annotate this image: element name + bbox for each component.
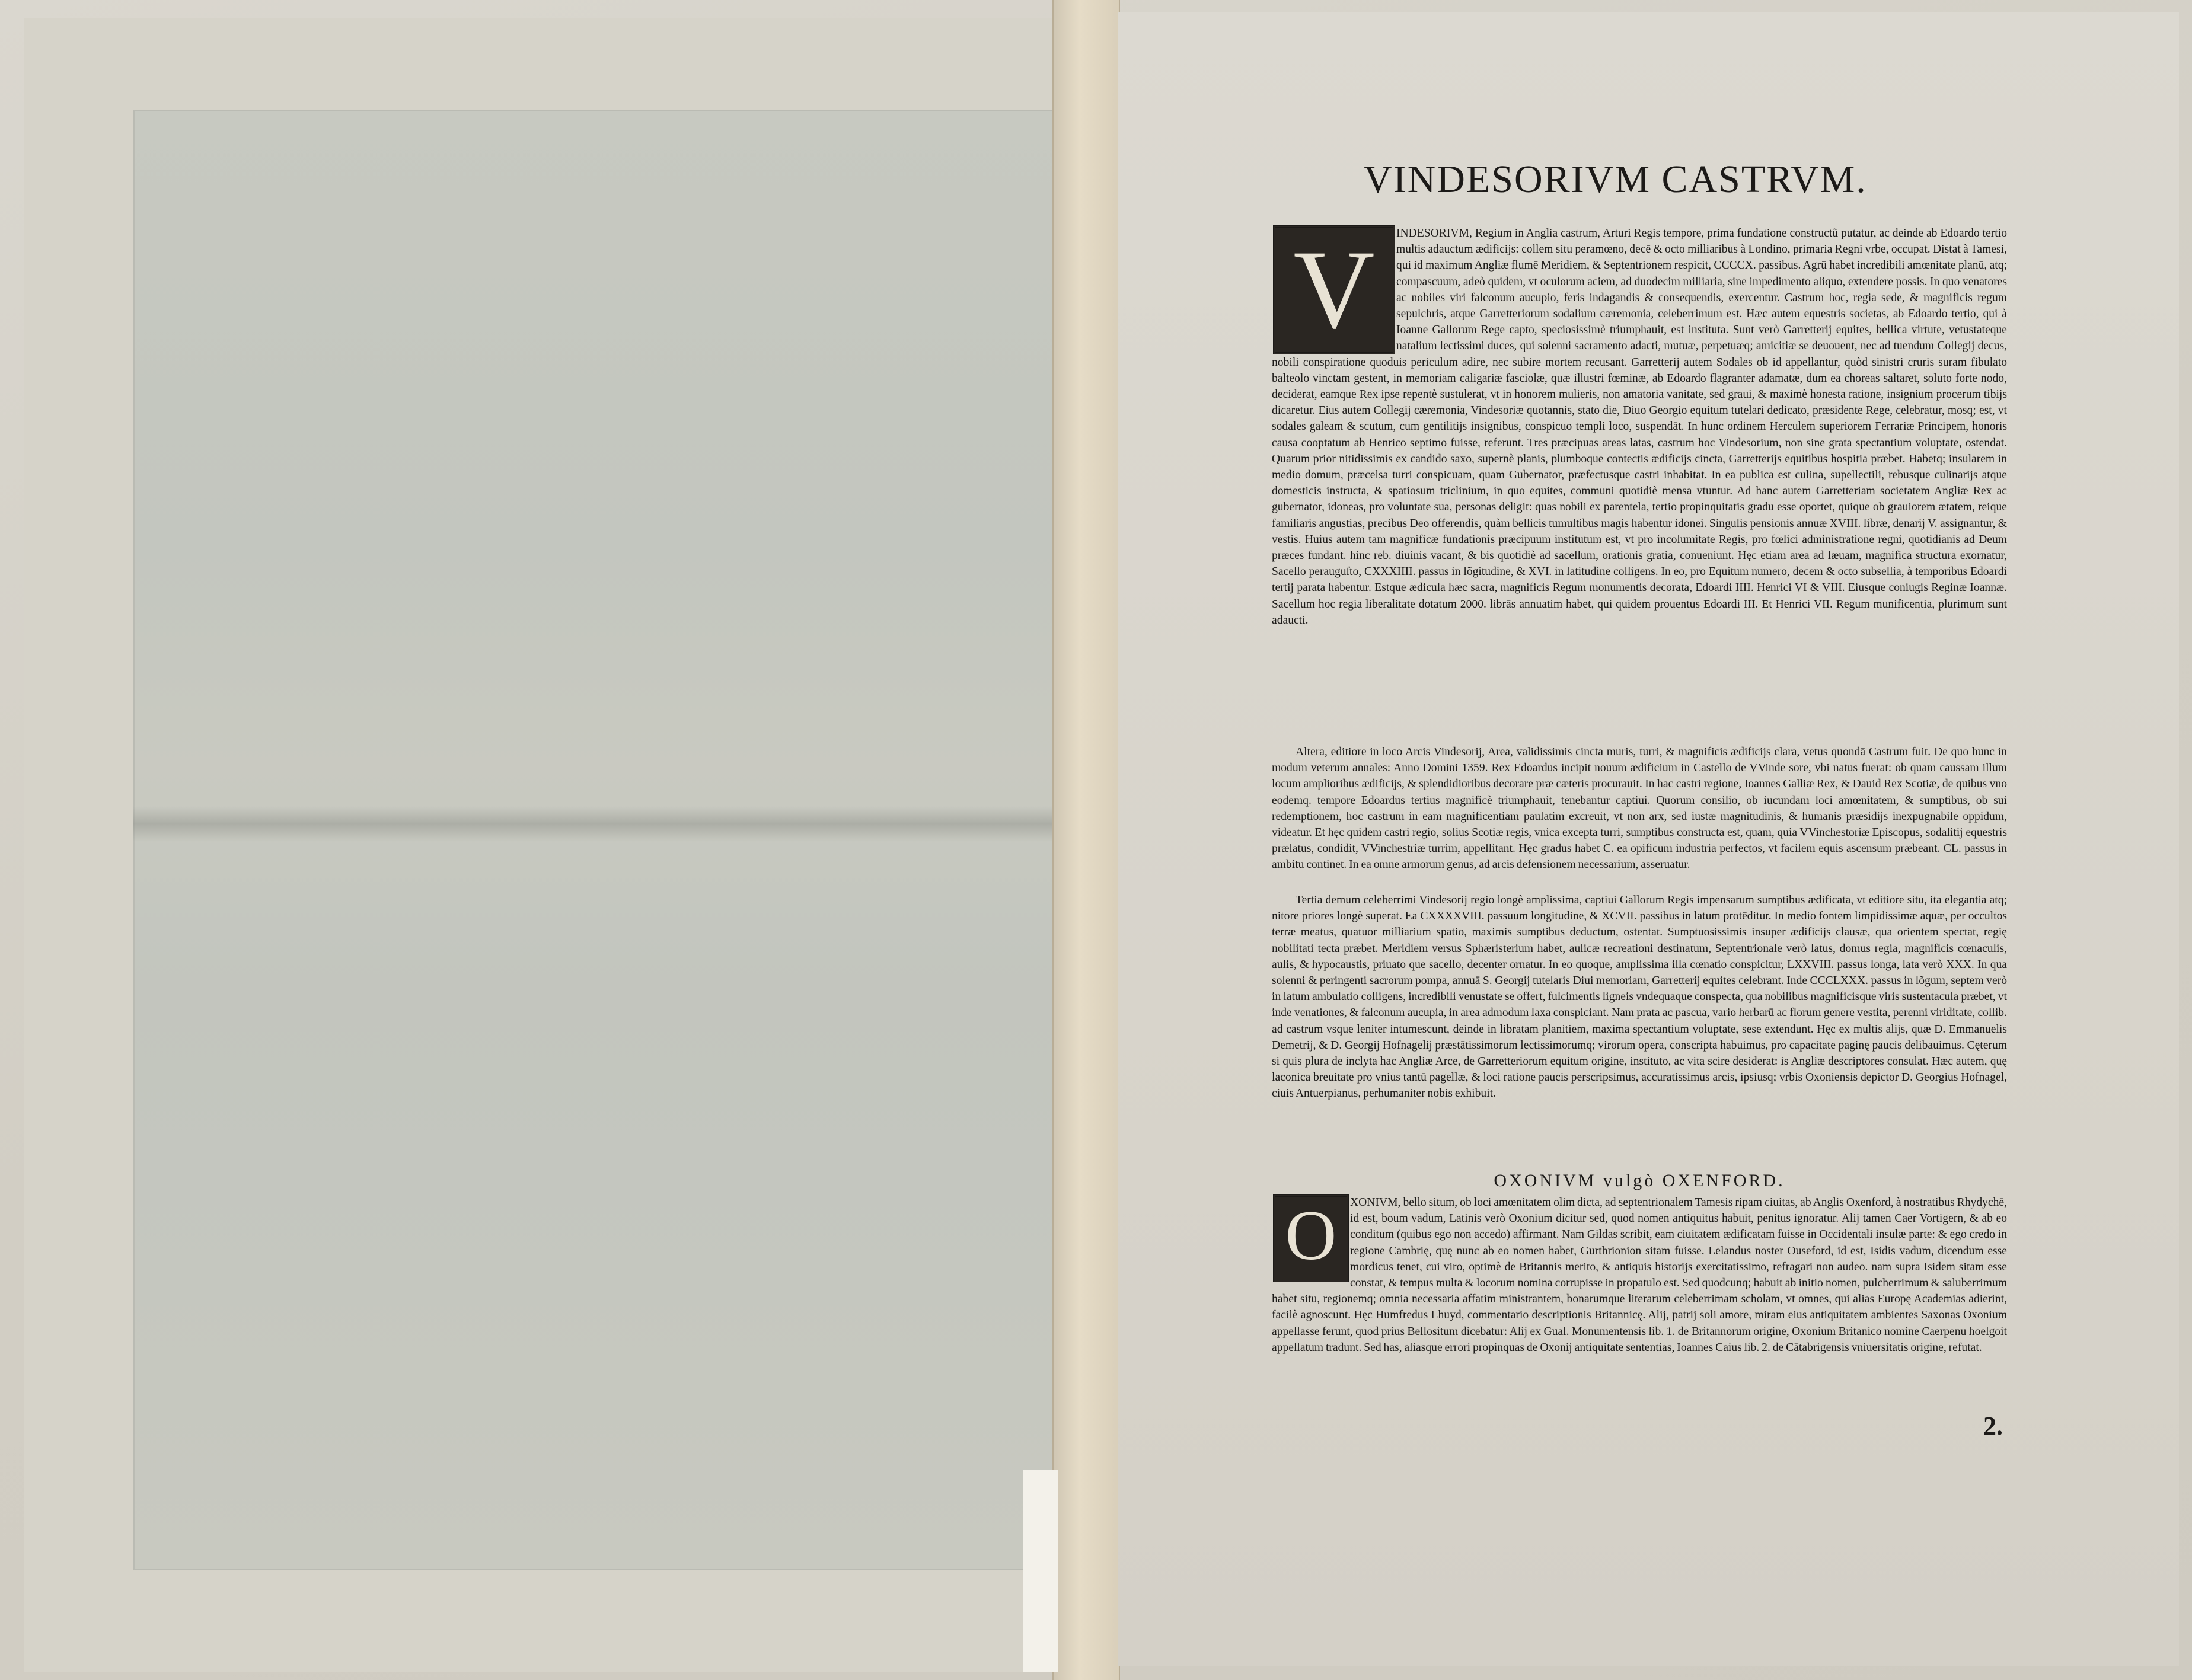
paragraph-oxford-text: XONIVM, bello situm, ob loci amœnitatem olim dicta, ad septentrionalem Tamesis ripam ciuitas, ab Anglis Oxenford, à nostratibus Rhydychē, id est, boum vadum, Latinis verò Oxonium dicitur sed, quod nomen antiquitus habuit, penitus ignoratur. Alij tamen Caer Vortigern, & ab eo conditum (quibus ego non accedo) affirmant. Nam Gildas scribit, eam ciuitatem ædificatam fuisse in Occidentali insulæ parte: & ego credo in regione Cambrię, quę nunc ab eo nomen habet, Gurthrionion sitam fuisse. Lelandus noster Ouseford, id est, Isidis vadum, dicendum esse mordicus tenet, cui viro, optimè de Britannis merito, & antiquis historijs exercitatissimo, refragari non audeo. nam supra Isidem sitam esse constat, & tempus multa & locorum nomina corrupisse in propatulo est. Sed quodcunq; habuit ab initio nomen, pulcherrimum & saluberrimum habet situ, regionemq; omnia necessaria affatim ministrantem, bonarumque literarum celeberrimam scholam, vt omnes, qui alias Europę Academias adierint, facilè agnoscunt. Hęc Humfredus Lhuyd, commentario descriptionis Britannicę. Alij, patrij soli amore, miram eius antiquitatem ambientes Saxonas Oxonium appellasse ferunt, quod prius Bellositum dicebatur: Alij ex Gual. Monumentensis lib. 1. de Britannorum origine, Oxonium Britanico nomine Caerpenu hoelgoit appellatum tradunt. Sed has, aliasque errori propinquas de Oxonij antiquitate sententias, Ioannes Caius lib. 2. de Cātabrigensis vniuersitatis origine, refutat. xyxy=(1272,1196,2007,1354)
paragraph-windsor-2: Altera, editiore in loco Arcis Vindesorij, Area, validissimis cincta muris, turri, & magnificis ædificijs clara, vetus quondā Castrum fuit. De quo hunc in modum veterum annales: Anno Domini 1359. Rex Edoardus incipit nouum ædificium in Castello de VVinde sore, vbi natus fuerat: ob quam caussam illum locum amplioribus ædificijs, & splendidioribus decorare præ cæteris procurauit. In hac castri regione, Ioannes Galliæ Rex, & Dauid Rex Scotiæ, de quibus vno eodemq. tempore Edoardus tertius magnificè triumphauit, tenebantur captiui. Quorum consilio, ob iucundam loci amœnitatem, & sumptibus, ob sui redemptionem, hoc castrum in eam magnificentiam paulatim excreuit, vt non arx, sed iustæ magnitudinis, & humanis præsidijs inexpugnabile oppidum, videatur. Et hęc quidem castri regio, solius Scotiæ regis, vnica excepta turri, sumptibus constructa est, quam, quia VVinchestoriæ Episcopus, sodalitij equestris prælatus, condidit, VVinchestriæ turrim, appellitant. Hęc gradus habet C. ea opificum industria perfectos, vt facilem equis ascensum præbeant. CL. passus in ambitu continet. In ea omne armorum genus, ad arcis defensionem necessarium, asseruatur. xyxy=(1272,746,2007,871)
section-heading-oxford: OXONIVM vulgò OXENFORD. xyxy=(1494,1171,1785,1190)
engraving-divider xyxy=(133,806,1052,842)
paper-repair-patch xyxy=(1023,1470,1058,1672)
center-fold-strip xyxy=(1052,0,1120,1680)
folio-number: 2. xyxy=(1983,1411,2003,1441)
paragraph-windsor-3: Tertia demum celeberrimi Vindesorij regio longè amplissima, captiui Gallorum Regis impensarum sumptibus ædificata, vt editiore situ, ita elegantia atq; nitore priores longè superat. Ea CXXXXVIII. passuum longitudine, & XCVII. passibus in latum protēditur. In medio fontem limpidissimæ aquæ, per occultos terræ meatus, quatuor milliarium spatio, maximis sumptibus deductum, ostentat. Sumptuosissimis insuper ædificijs clausæ, qua orientem spectat, regię nobilitati tecta præbet. Meridiem versus Sphæristerium habet, aulicæ recreationi destinatum, Septentrionale verò latus, domus regia, magnificis cœnaculis, aulis, & hypocaustis, priuato que sacello, decenter ornatur. In eo quoque, amplissima illa cœnatio conspicitur, LXXVIII. passus longa, lata verò XXX. In qua solenni & peringenti sacrorum pompa, annuā S. Georgij tutelaris Diui memoriam, Garretterij equites celebrant. Inde CCCLXXX. passus in lõgum, septem verò in latum ambulatio colligens, incredibili venustate se offert, fulcimentis ligneis vndequaque conspecta, qua nobilibus magnificisque viris sustentacula præbet, vt inde venationes, & falconum aucupia, in area admodum laxa conspiciant. Nam prata ac pascua, vario herbarū ac florum genere vestita, perenni viriditate, collib. ad castrum vsque leniter intumescunt, deinde in libratam planitiem, maxima spectantium voluptate, sese extendunt. Hęc ex multis alijs, quæ D. Emmanuelis Demetrij, & D. Georgij Hofnagelij præstātissimorum lectissimorumq; virorum opera, conscripta habuimus, pro capacitate paginę paucis delibauimus. Cęterum si quis plura de inclyta hac Angliæ Arce, de Garretteriorum equitum origine, instituto, ac vita scire desiderat: is Angliæ descriptores consulat. Hæc autem, quę laconica breuitate pro vnius tantū pagellæ, & loci ratione paucis perscripsimus, accuratissimus arcis, ipsiusq; vrbis Oxoniensis depictor D. Georgius Hofnagel, ciuis Antuerpianus, perhumaniter nobis exhibuit. xyxy=(1272,894,2007,1100)
decorated-initial-o: O xyxy=(1273,1194,1349,1282)
decorated-initial-v: V xyxy=(1273,225,1395,354)
paragraph-windsor-1-text: INDESORIVM, Regium in Anglia castrum, Arturi Regis tempore, prima fundatione constructũ putatur, ac deinde ab Edoardo tertio multis adauctum ædificijs: collem situ peramœno, decē & octo milliaribus à Londino, primaria Regni vrbe, occupat. Distat à Tamesi, qui id maximum Angliæ flumē Meridiem, & Septentrionem respicit, CCCCX. passibus. Agrū habet incredibili amœnitate planū, atq; compascuum, adeò quidem, vt oculorum aciem, ad duodecim milliaria, sine impedimento aliquo, extendere possis. In quo venatores ac nobiles viri falconum aucupio, feris indagandis & consequendis, exercentur. Castrum hoc, regia sede, & magnificis regum sepulchris, atque Garretteriorum sodalium cæremonia, celeberrimum est. Hæc autem equestris societas, ab Edoardo tertio, qui à Ioanne Gallorum Rege capto, speciosissimè triumphauit, est instituta. Sunt verò Garretterij equites, bellica virtute, vetustateque natalium lectissimi duces, qui solenni sacramento adacti, mutuæ, perpetuæq; amicitiæ se deuouent, nec ad tuendum Collegij decus, nobili conspiratione quoduis periculum adire, nec subire mortem recusant. Garretterij autem Sodales ob id appellantur, quòd sinistri cruris suram fibulato balteolo vinctam gestent, in memoriam caligariæ fasciolæ, quæ illustri fœminæ, ab Edoardo flagranter adamatæ, dum ea choreas saltaret, soluto forte nodo, deciderat, eamque Rex ipse repentè sustulerat, vt in honorem mulieris, non amatoria vanitate, sed graui, & maximè honesta ratione, insignium procerum tibijs dicaretur. Eius autem Collegij cæremonia, Vindesoriæ quotannis, stato die, Diuo Georgio equitum tutelari dedicato, præsidente Rege, celebratur, mosq; est, vt sodales galeam & scutum, cum gentilitijs insignibus, conspicuo templi loco, suspendāt. In hunc ordinem Herculem superiorem Ferrariæ Principem, honoris causa cooptatum ab Henrico septimo fuisse, referunt. Tres præcipuas areas latas, castrum hoc Vindesorium, non sine grata spectantium voluptate, ostendat. Quarum prior nitidissimis ex candido saxo, supernè planis, plumboque contectis ædificijs cincta, Garretterijs equitibus hospitia præbet. Habetq; insularem in medio domum, præcelsa turri conspicuam, quam Gubernator, præfectusque castri inhabitat. In ea publica est culina, supellectili, rebusque culinarijs atque domesticis instructa, & spatiosum triclinium, in quo equites, communi quotidiè mensa vtuntur. Ad hanc autem Garretteriam societatem Angliæ Rex ac gubernator, idoneas, pro voluntate sua, personas deligit: quas nobili ex parentela, tertio propinquitatis gradu esse oportet, quique ob grauiorem ætatem, reique familiaris angustias, precibus Deo offerendis, quàm bellicis tumultibus magis habentur idonei. Singulis pensionis annuæ XVIII. libræ, denarij V. assignantur, & vestis. Huius autem tam magnificæ fundationis præcipuum institutum est, vt pro incolumitate Regis, pro fœlici administratione regni, quotidianis ad Deum præces fundant. hinc reb. diuinis vacant, & bis quotidiè ad sacellum, orationis gratia, conueniunt. Hęc etiam area ad læuam, magnifica structura exornatur, Sacello perauguſto, CXXXIIII. passus in lõgitudine, & XVI. in latitudine colligens. In eo, pro Equitum numero, decem & octo subsellia, à temporibus Edoardi tertij parata habentur. Estque ædicula hæc sacra, magnificis Regum monumentis decorata, Edoardi IIII. Henrici VI & VIII. Eiusque coniugis Reginæ Ioannæ. Sacellum hoc regia liberalitate dotatum 2000. librās annuatim habet, qui quidem prouentus Edoardi III. Et Henrici VII. Regum munificentia, plurimum sunt adaucti. xyxy=(1272,227,2007,627)
left-page-verso xyxy=(24,18,1057,1672)
page-title: VINDESORIVM CASTRVM. xyxy=(1364,158,1867,201)
text-block xyxy=(1272,148,2007,1441)
paragraph-oxford xyxy=(1272,1194,2007,1356)
